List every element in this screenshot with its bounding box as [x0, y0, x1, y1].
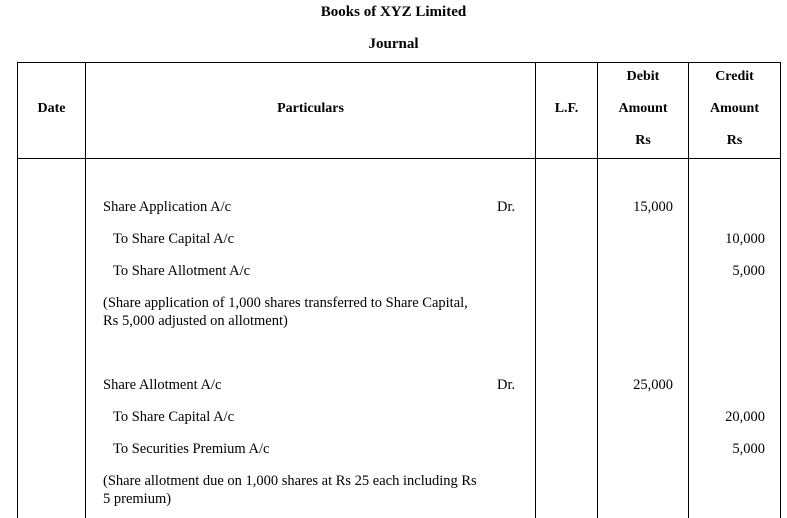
journal-subtitle: Journal [368, 36, 419, 52]
particulars-column-divider [535, 62, 536, 518]
header-date: Date [37, 101, 66, 116]
debit-amount: 25,000 [633, 377, 673, 393]
credit-amount: 5,000 [732, 441, 765, 457]
left-border [17, 62, 18, 518]
debit-account: Share Application A/c [103, 199, 232, 215]
dr-marker: Dr. [497, 377, 516, 393]
header-credit-line2: Amount [709, 101, 759, 116]
header-debit-line2: Amount [618, 101, 668, 116]
lf-column-divider [597, 62, 598, 518]
credit-account: To Share Capital A/c [113, 231, 234, 247]
credit-amount: 20,000 [725, 409, 765, 425]
debit-amount: 15,000 [633, 199, 673, 215]
table-top-border [17, 62, 780, 63]
credit-account: To Securities Premium A/c [113, 441, 270, 457]
header-bottom-border [17, 158, 780, 159]
narration-line: Rs 5,000 adjusted on allotment) [103, 313, 288, 329]
debit-account: Share Allotment A/c [103, 377, 222, 393]
date-column-divider [85, 62, 86, 518]
credit-amount: 10,000 [725, 231, 765, 247]
header-credit-line1: Credit [715, 69, 754, 84]
narration-line: (Share application of 1,000 shares transferred to Share Capital, [103, 295, 468, 311]
header-debit-line3: Rs [635, 133, 651, 148]
document-title: Books of XYZ Limited [320, 4, 467, 20]
header-lf: L.F. [554, 101, 579, 116]
header-debit-line1: Debit [626, 69, 660, 84]
credit-amount: 5,000 [732, 263, 765, 279]
credit-account: To Share Allotment A/c [113, 263, 251, 279]
dr-marker: Dr. [497, 199, 516, 215]
header-credit-line3: Rs [726, 133, 743, 148]
narration-line: (Share allotment due on 1,000 shares at Rs 25 each including Rs [103, 473, 477, 489]
credit-account: To Share Capital A/c [113, 409, 234, 425]
narration-line: 5 premium) [103, 491, 172, 507]
header-particulars: Particulars [277, 101, 344, 116]
right-border [780, 62, 781, 518]
